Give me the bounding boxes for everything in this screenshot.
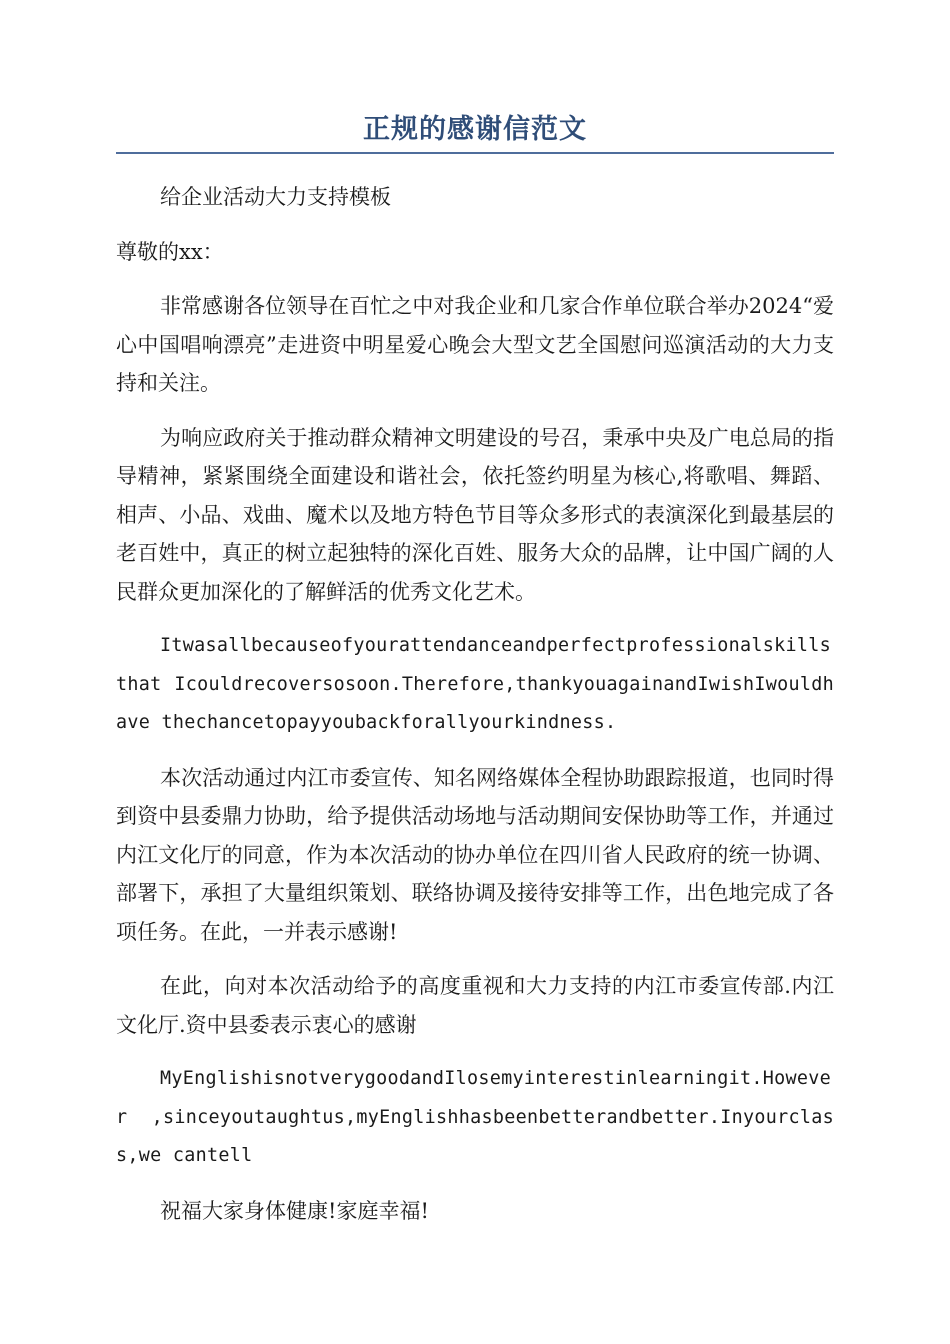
document-page	[116, 110, 834, 1230]
paragraph-acknowledgement: 在此，向对本次活动给予的高度重视和大力支持的内江市委宣传部.内江文化厅.资中县委表示衷心的感谢	[116, 974, 834, 1037]
paragraph-english-1: Itwasallbecauseofyourattendanceandperfectprofessionalskillsthat Icouldrecoversosoon.Therefore,thankyouagainandIwishIwouldhave thechancetopayyoubackforallyourkindness.	[116, 635, 834, 733]
paragraph-coordination: 本次活动通过内江市委宣传、知名网络媒体全程协助跟踪报道，也同时得到资中县委鼎力协助，给予提供活动场地与活动期间安保协助等工作，并通过内江文化厅的同意，作为本次活动的协办单位在四川省人民政府的统一协调、部署下，承担了大量组织策划、联络协调及接待安排等工作，出色地完成了各项任务。在此，一并表示感谢!	[116, 765, 834, 944]
document-subtitle: 给企业活动大力支持模板	[160, 185, 391, 209]
paragraph-english-2: MyEnglishisnotverygoodandIlosemyinterestinlearningit.However ,sinceyoutaughtus,myEnglishhasbeenbetterandbetter.Inyourclass,we cantell	[116, 1068, 834, 1166]
document-title: 正规的感谢信范文	[363, 114, 587, 145]
closing-wishes: 祝福大家身体健康!家庭幸福!	[160, 1198, 429, 1223]
greeting: 尊敬的xx：	[116, 239, 224, 264]
paragraph-purpose: 为响应政府关于推动群众精神文明建设的号召，秉承中央及广电总局的指导精神，紧紧围绕全面建设和谐社会，依托签约明星为核心,将歌唱、舞蹈、相声、小品、戏曲、魔术以及地方特色节目等众多形式的表演深化到最基层的老百姓中，真正的树立起独特的深化百姓、服务大众的品牌，让中国广阔的人民群众更加深化的了解鲜活的优秀文化艺术。	[116, 425, 834, 604]
title-underline	[116, 152, 834, 154]
paragraph-thanks: 非常感谢各位领导在百忙之中对我企业和几家合作单位联合举办2024“爱心中国唱响漂亮”走进资中明星爱心晚会大型文艺全国慰问巡演活动的大力支持和关注。	[116, 294, 834, 395]
